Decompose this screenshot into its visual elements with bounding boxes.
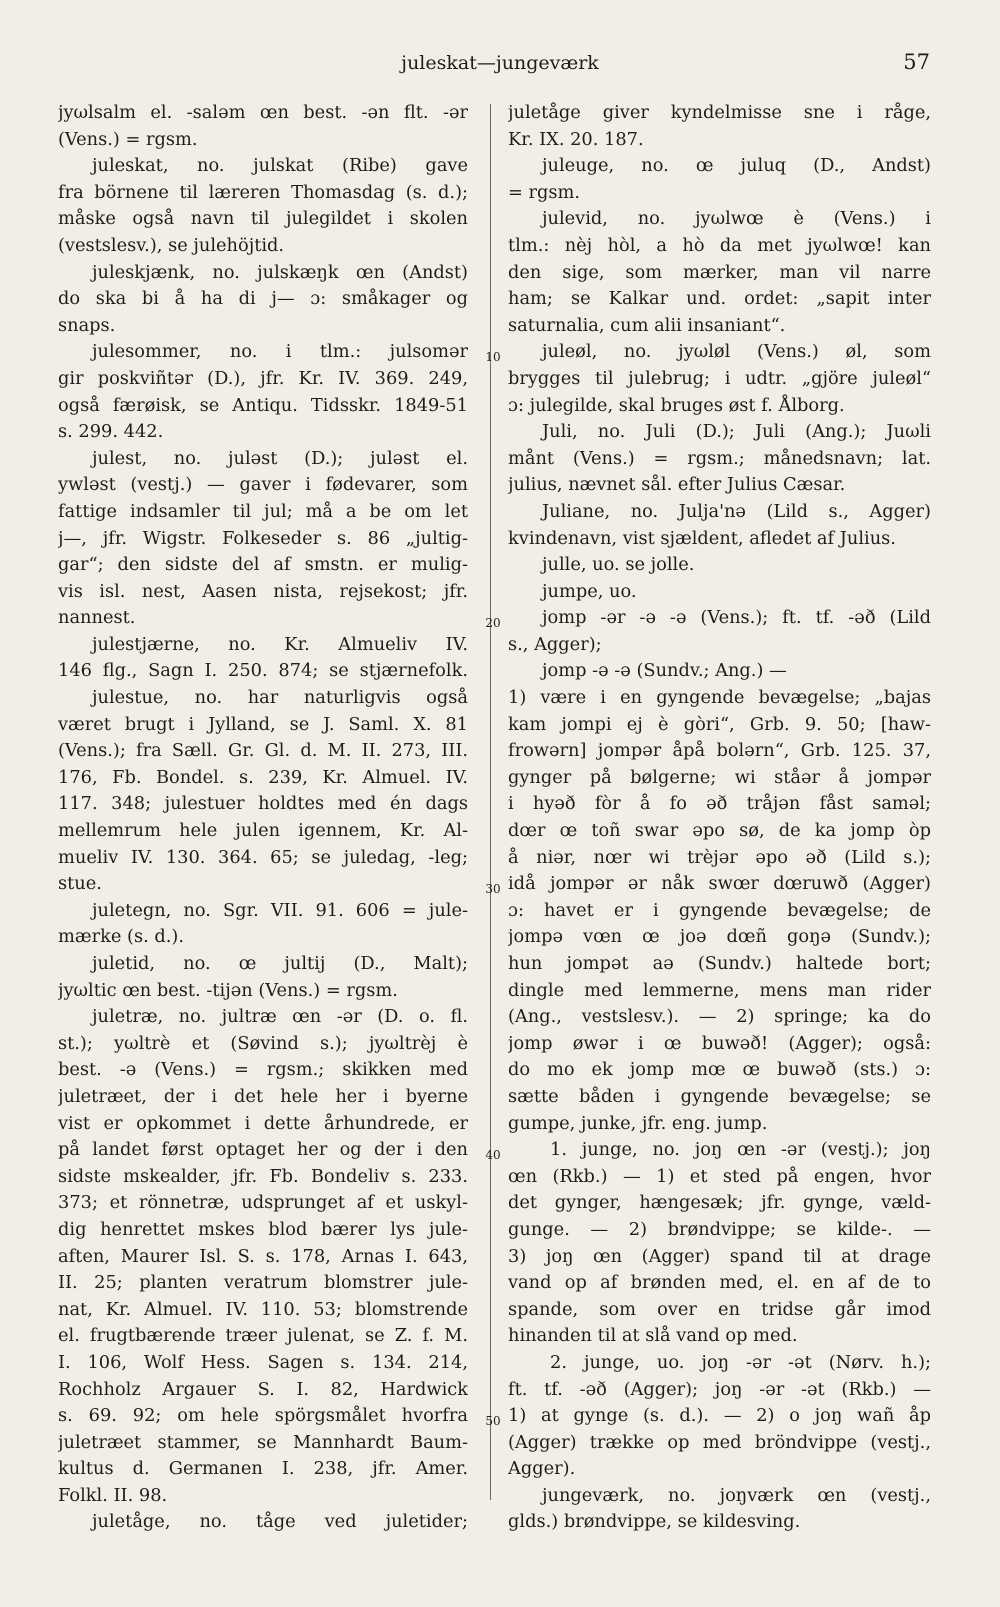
line-number-50: 50 bbox=[485, 1414, 501, 1428]
left-column bbox=[58, 100, 468, 1536]
text-line: dig henrettet mskes blod bærer lys jule- bbox=[58, 1218, 468, 1240]
text-line: 3) joŋ œn (Agger) spand til at drage bbox=[508, 1245, 931, 1267]
text-line: gumpe, junke, jfr. eng. jump. bbox=[508, 1112, 768, 1134]
text-line: 117. 348; julestuer holdtes med én dags bbox=[58, 793, 468, 815]
text-line: juletræ, no. jultræ œn -ər (D. o. fl. bbox=[92, 1006, 468, 1028]
text-line: snaps. bbox=[58, 314, 116, 336]
text-line: = rgsm. bbox=[508, 181, 581, 203]
text-line: dœr œ toñ swar əpo sø, de ka jomp òp bbox=[508, 820, 931, 842]
text-line: månt (Vens.) = rgsm.; månedsnavn; lat. bbox=[508, 447, 931, 469]
text-line: 1. junge, no. joŋ œn -ər (vestj.); joŋ bbox=[550, 1139, 931, 1161]
text-line: Folkl. II. 98. bbox=[58, 1484, 168, 1506]
text-line: ɔ: havet er i gyngende bevægelse; de bbox=[508, 899, 931, 921]
text-line: ft. tf. -əð (Agger); joŋ -ər -ət (Rkb.) — bbox=[508, 1378, 931, 1400]
text-line: s. 299. 442. bbox=[58, 421, 164, 443]
text-line: julevid, no. jyωlwœ è (Vens.) i bbox=[542, 208, 931, 230]
text-line: den sige, som mærker, man vil narre bbox=[508, 261, 931, 283]
text-line: juletræet, der i det hele her i byerne bbox=[58, 1085, 468, 1107]
text-line: julestjærne, no. Kr. Almueliv IV. bbox=[92, 633, 468, 655]
text-line: saturnalia, cum alii insaniant“. bbox=[508, 314, 786, 336]
text-line: 1) være i en gyngende bevægelse; „bajas bbox=[508, 687, 931, 709]
text-line: 373; et rönnetræ, udsprunget af et uskyl- bbox=[58, 1192, 468, 1214]
text-line: el. frugtbærende træer julenat, se Z. f. M. bbox=[58, 1325, 468, 1347]
text-line: 1) at gynge (s. d.). — 2) o joŋ wañ åp bbox=[508, 1405, 931, 1427]
text-line: i hyəð fòr å fo əð tråjən fåst saməl; bbox=[508, 793, 931, 815]
text-line: glds.) brøndvippe, se kildesving. bbox=[508, 1511, 801, 1533]
text-line: ɔ: julegilde, skal bruges øst f. Ålborg. bbox=[508, 394, 845, 416]
text-line: jomp øwər i œ buwəð! (Agger); også: bbox=[508, 1032, 931, 1054]
text-line: gunge. — 2) brøndvippe; se kilde-. — bbox=[508, 1218, 931, 1240]
text-line: gir poskviñtər (D.), jfr. Kr. IV. 369. 249, bbox=[58, 367, 468, 389]
text-line: juletåge, no. tåge ved juletider; bbox=[92, 1511, 468, 1533]
text-line: gar“; den sidste del af smstn. er mulig- bbox=[58, 554, 468, 576]
text-line: det gynger, hængesæk; jfr. gynge, væld- bbox=[508, 1192, 931, 1214]
text-line: I. 106, Wolf Hess. Sagen s. 134. 214, bbox=[58, 1351, 468, 1373]
text-line: j—, jfr. Wigstr. Folkeseder s. 86 „jultig- bbox=[58, 527, 468, 549]
text-line: julesommer, no. i tlm.: julsomər bbox=[92, 341, 468, 363]
text-line: st.); yωltrè et (Søvind s.); jyωltrèj è bbox=[58, 1032, 468, 1054]
text-line: juletid, no. œ jultij (D., Malt); bbox=[92, 953, 468, 974]
text-line: Kr. IX. 20. 187. bbox=[508, 128, 644, 150]
text-line: vand op af brønden med, el. en af de to bbox=[508, 1272, 931, 1294]
text-line: mueliv IV. 130. 364. 65; se juledag, -leg; bbox=[58, 846, 468, 868]
text-line: (Vens.); fra Sæll. Gr. Gl. d. M. II. 273, III. bbox=[58, 740, 468, 762]
text-line: juletræet stammer, se Mannhardt Baum- bbox=[58, 1431, 468, 1453]
line-number-30: 30 bbox=[485, 882, 501, 896]
text-line: nannest. bbox=[58, 607, 136, 629]
line-number-40: 40 bbox=[485, 1148, 501, 1162]
text-line: brygges til julebrug; i udtr. „gjöre juleøl“ bbox=[508, 367, 931, 389]
page-header bbox=[0, 50, 1000, 80]
running-head: juleskat—jungeværk bbox=[401, 52, 599, 74]
text-line: juletegn, no. Sgr. VII. 91. 606 = jule- bbox=[92, 899, 468, 921]
text-line: do mo ek jomp mœ œ buwəð (sts.) ɔ: bbox=[508, 1059, 931, 1081]
text-line: dingle med lemmerne, mens man rider bbox=[508, 979, 931, 1001]
text-line: (Agger) trække op med bröndvippe (vestj., bbox=[508, 1431, 931, 1453]
text-line: ywləst (vestj.) — gaver i fødevarer, som bbox=[58, 474, 468, 496]
text-line: (vestslesv.), se julehöjtid. bbox=[58, 234, 285, 256]
text-line: kultus d. Germanen I. 238, jfr. Amer. bbox=[58, 1458, 468, 1480]
text-line: Rochholz Argauer S. I. 82, Hardwick bbox=[58, 1378, 468, 1400]
text-line: hun jompət aə (Sundv.) haltede bort; bbox=[508, 953, 931, 974]
text-line: jungeværk, no. joŋværk œn (vestj., bbox=[542, 1484, 931, 1506]
text-line: fra börnene til læreren Thomasdag (s. d.); bbox=[58, 181, 468, 203]
text-line: på landet først optaget her og der i den bbox=[58, 1139, 468, 1161]
text-line: juleuge, no. œ juluq (D., Andst) bbox=[542, 155, 931, 177]
text-line: stue. bbox=[58, 873, 102, 895]
text-line: (Ang., vestslesv.). — 2) springe; ka do bbox=[508, 1006, 931, 1028]
text-line: (Vens.) = rgsm. bbox=[58, 128, 198, 150]
text-line: sætte båden i gyngende bevægelse; se bbox=[508, 1085, 931, 1107]
text-line: hinanden til at slå vand op med. bbox=[508, 1325, 798, 1347]
text-line: vist er opkommet i dette århundrede, er bbox=[58, 1112, 468, 1134]
line-number-20: 20 bbox=[485, 616, 501, 630]
text-line: julestue, no. har naturligvis også bbox=[92, 687, 468, 709]
text-line: tlm.: nèj hòl, a hò da met jyωlwœ! kan bbox=[508, 234, 931, 256]
text-line: Agger). bbox=[508, 1458, 576, 1480]
right-column bbox=[508, 100, 931, 1536]
page-number: 57 bbox=[903, 50, 930, 74]
text-line: frowərn] jompər åpå bolərn“, Grb. 125. 37, bbox=[508, 740, 931, 762]
text-line: gynger på bølgerne; wi ståər å jompər bbox=[508, 766, 931, 788]
text-line: vis isl. nest, Aasen nista, rejsekost; jfr. bbox=[58, 580, 468, 602]
text-line: sidste mskealder, jfr. Fb. Bondeliv s. 233. bbox=[58, 1165, 468, 1187]
text-line: nat, Kr. Almuel. IV. 110. 53; blomstrende bbox=[58, 1298, 468, 1320]
text-line: kvindenavn, vist sjældent, afledet af Julius. bbox=[508, 527, 896, 549]
text-line: været brugt i Jylland, se J. Saml. X. 81 bbox=[58, 713, 468, 735]
text-line: jomp -ər -ə -ə (Vens.); ft. tf. -əð (Lild bbox=[542, 607, 931, 629]
text-line: II. 25; planten veratrum blomstrer jule- bbox=[58, 1272, 468, 1294]
text-line: juleskat, no. julskat (Ribe) gave bbox=[92, 155, 468, 177]
text-line: aften, Maurer Isl. S. s. 178, Arnas I. 643, bbox=[58, 1245, 468, 1267]
text-line: ham; se Kalkar und. ordet: „sapit inter bbox=[508, 288, 931, 310]
text-line: juleskjænk, no. julskæŋk œn (Andst) bbox=[92, 261, 468, 283]
text-line: spande, som over en tridse går imod bbox=[508, 1298, 931, 1320]
text-line: fattige indsamler til jul; må a be om let bbox=[58, 500, 468, 522]
text-line: best. -ə (Vens.) = rgsm.; skikken med bbox=[58, 1059, 468, 1081]
text-line: 146 flg., Sagn I. 250. 874; se stjærnefolk. bbox=[58, 660, 468, 682]
text-line: julest, no. juləst (D.); juləst el. bbox=[92, 447, 468, 469]
text-line: mellemrum hele julen igennem, Kr. Al- bbox=[58, 820, 468, 842]
text-line: juleøl, no. jyωløl (Vens.) øl, som bbox=[542, 341, 931, 363]
text-line: idå jompər ər nåk swœr dœruwð (Agger) bbox=[508, 873, 931, 895]
text-line: også færøisk, se Antiqu. Tidsskr. 1849-51 bbox=[58, 394, 468, 416]
text-line: œn (Rkb.) — 1) et sted på engen, hvor bbox=[508, 1165, 931, 1187]
text-line: jumpe, uo. bbox=[542, 580, 637, 602]
text-line: julius, nævnet sål. efter Julius Cæsar. bbox=[508, 474, 846, 496]
column-rule bbox=[490, 104, 491, 1500]
text-line: julle, uo. se jolle. bbox=[542, 554, 695, 576]
text-line: mærke (s. d.). bbox=[58, 926, 185, 948]
text-line: jomp -ə -ə (Sundv.; Ang.) — bbox=[542, 660, 787, 682]
text-line: Juli, no. Juli (D.); Juli (Ang.); Juωli bbox=[542, 421, 931, 443]
text-line: kam jompi ej è gòri“, Grb. 9. 50; [haw- bbox=[508, 713, 931, 735]
text-line: jyωltic œn best. -tijən (Vens.) = rgsm. bbox=[58, 979, 398, 1001]
text-line: 176, Fb. Bondel. s. 239, Kr. Almuel. IV. bbox=[58, 766, 468, 788]
text-line: s. 69. 92; om hele spörgsmålet hvorfra bbox=[58, 1405, 468, 1427]
text-line: juletåge giver kyndelmisse sne i råge, bbox=[508, 102, 931, 123]
text-line: 2. junge, uo. joŋ -ər -ət (Nørv. h.); bbox=[550, 1351, 931, 1373]
text-line: s., Agger); bbox=[508, 633, 602, 655]
text-line: do ska bi å ha di j— ɔ: småkager og bbox=[58, 288, 468, 310]
text-line: Juliane, no. Julja'nə (Lild s., Agger) bbox=[542, 500, 931, 522]
line-number-10: 10 bbox=[485, 350, 501, 364]
text-line: måske også navn til julegildet i skolen bbox=[58, 208, 468, 230]
text-line: jompə vœn œ joə dœñ goŋə (Sundv.); bbox=[508, 926, 931, 948]
text-line: å niər, nœr wi trèjər əpo əð (Lild s.); bbox=[508, 846, 931, 868]
text-line: jyωlsalm el. -saləm œn best. -ən flt. -ər bbox=[58, 102, 468, 123]
